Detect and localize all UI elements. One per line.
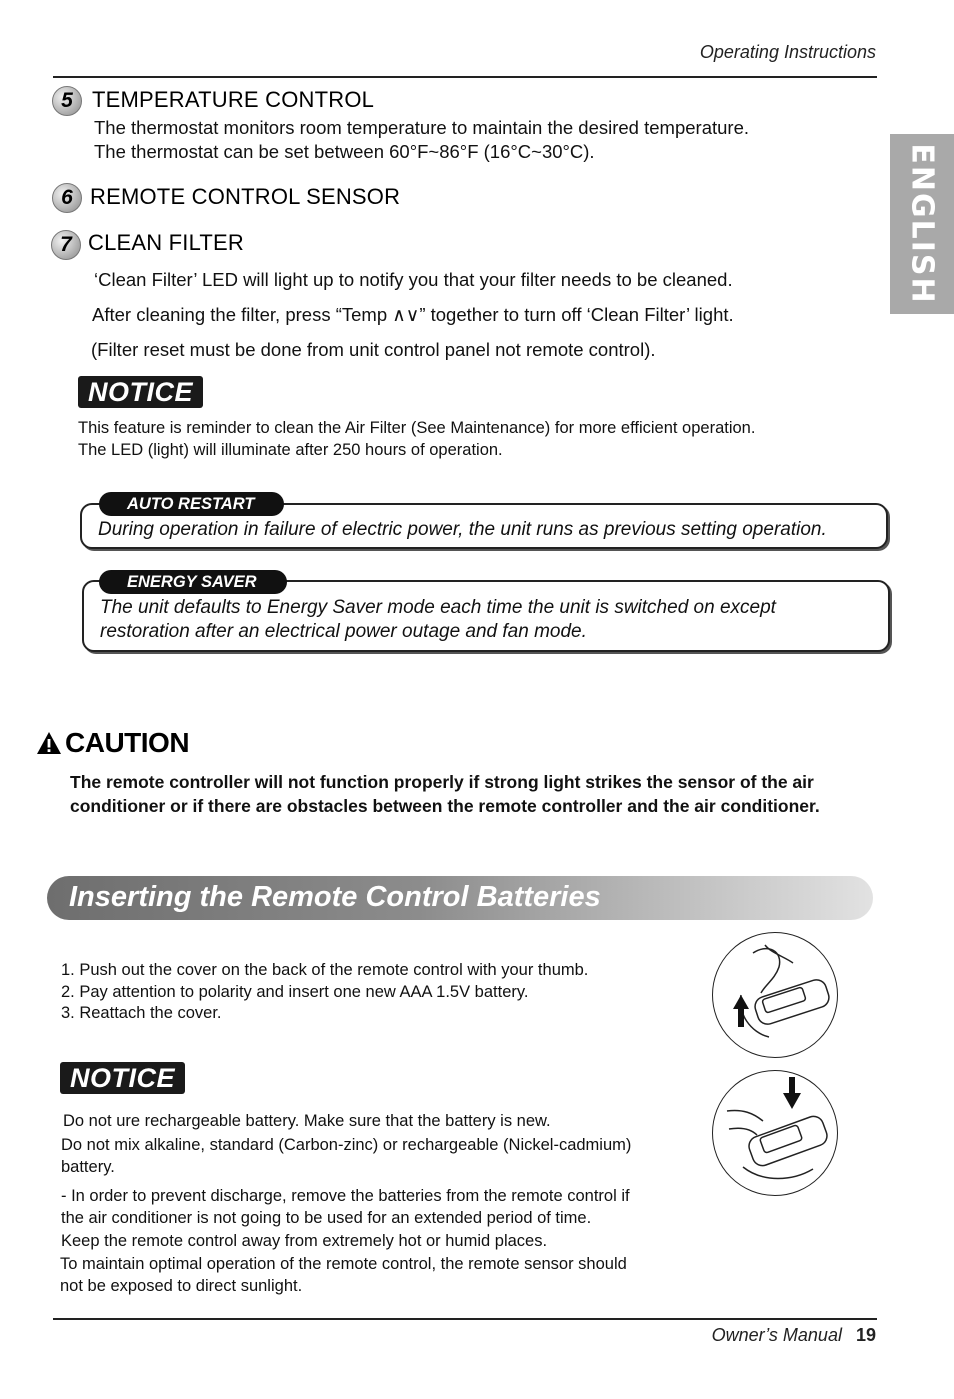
battery-notice-line-5: the air conditioner is not going to be used for an extended period of time. (61, 1209, 592, 1227)
running-title: Operating Instructions (699, 42, 876, 62)
section-number-badge: 6 (52, 183, 82, 213)
notice-badge: NOTICE (78, 376, 203, 408)
battery-notice-line-1: Do not ure rechargeable battery. Make sure that the battery is new. (63, 1112, 551, 1130)
notice-badge: NOTICE (60, 1062, 185, 1094)
battery-notice-line-8: not be exposed to direct sunlight. (60, 1277, 303, 1295)
filter-line-2: After cleaning the filter, press “Temp ∧∨” together to turn off ‘Clean Filter’ light. (92, 304, 734, 325)
caution-title: CAUTION (65, 727, 190, 758)
auto-restart-label: AUTO RESTART (99, 492, 284, 516)
battery-step-3: 3. Reattach the cover. (61, 1004, 222, 1022)
battery-step-1: 1. Push out the cover on the back of the remote control with your thumb. (61, 961, 589, 979)
footer-rule (53, 1318, 877, 1320)
battery-step-2: 2. Pay attention to polarity and insert one new AAA 1.5V battery. (61, 983, 529, 1001)
caution-line-1: The remote controller will not function properly if strong light strikes the sensor of the air (70, 772, 814, 792)
battery-notice-line-4: - In order to prevent discharge, remove the batteries from the remote control if (61, 1187, 630, 1205)
battery-insert-icon (713, 1071, 837, 1195)
section-title-temperature-control: TEMPERATURE CONTROL (92, 87, 375, 112)
notice-line-2: The LED (light) will illuminate after 250 hours of operation. (78, 441, 503, 459)
warning-icon (36, 731, 62, 755)
energy-saver-label: ENERGY SAVER (99, 570, 287, 594)
insert-battery-illustration (712, 1070, 838, 1196)
notice-line-1: This feature is reminder to clean the Air Filter (See Maintenance) for more efficient operation. (78, 419, 756, 437)
remote-cover-icon (713, 933, 837, 1057)
section-title-clean-filter: CLEAN FILTER (88, 230, 245, 255)
footer (712, 1325, 876, 1346)
language-tab-label: ENGLISH (904, 143, 940, 305)
battery-notice-line-3: battery. (61, 1158, 115, 1176)
page-number: 19 (855, 1325, 876, 1345)
filter-line-1: ‘Clean Filter’ LED will light up to notify you that your filter needs to be cleaned. (94, 269, 733, 290)
header-rule (53, 76, 877, 78)
energy-saver-line-2: restoration after an electrical power outage and fan mode. (100, 621, 587, 642)
section-banner (47, 876, 873, 920)
section-number-badge: 7 (51, 230, 81, 260)
banner-title: Inserting the Remote Control Batteries (69, 881, 601, 913)
temp-line-2: The thermostat can be set between 60°F~86°F (16°C~30°C). (94, 141, 595, 162)
remove-cover-illustration (712, 932, 838, 1058)
language-tab (890, 134, 954, 314)
caution-heading (36, 727, 189, 759)
footer-manual-title: Owner’s Manual (711, 1325, 842, 1345)
filter-line-3: (Filter reset must be done from unit control panel not remote control). (91, 339, 656, 360)
auto-restart-text: During operation in failure of electric power, the unit runs as previous setting operation. (98, 519, 827, 540)
energy-saver-line-1: The unit defaults to Energy Saver mode each time the unit is switched on except (100, 597, 776, 618)
section-number-badge: 5 (52, 86, 82, 116)
temp-line-1: The thermostat monitors room temperature to maintain the desired temperature. (94, 117, 749, 138)
section-title-remote-control-sensor: REMOTE CONTROL SENSOR (90, 184, 401, 209)
battery-notice-line-6: Keep the remote control away from extremely hot or humid places. (61, 1232, 548, 1250)
battery-notice-line-7: To maintain optimal operation of the remote control, the remote sensor should (60, 1255, 627, 1273)
battery-notice-line-2: Do not mix alkaline, standard (Carbon-zinc) or rechargeable (Nickel-cadmium) (61, 1136, 632, 1154)
caution-line-2: conditioner or if there are obstacles between the remote controller and the air conditioner. (70, 796, 820, 816)
